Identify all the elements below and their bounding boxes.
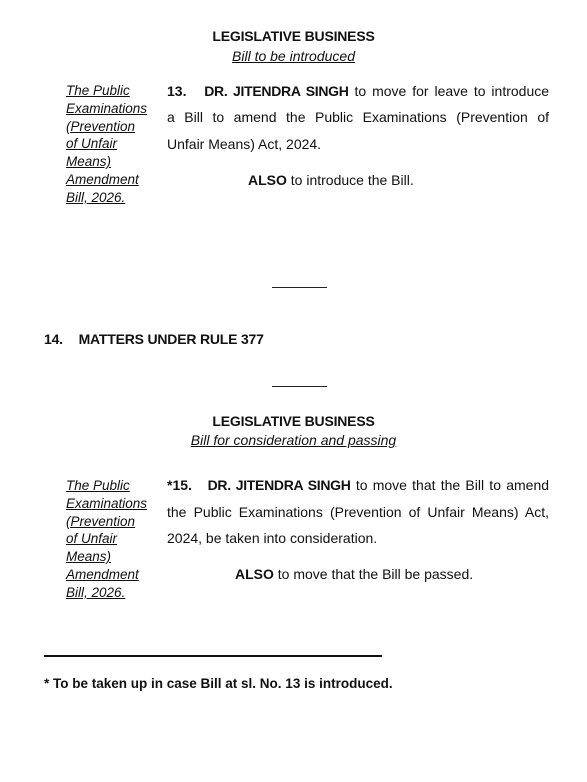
side-note-line: The Public bbox=[66, 478, 130, 493]
section-heading-1: LEGISLATIVE BUSINESS bbox=[212, 28, 375, 44]
side-note-line: (Prevention bbox=[66, 513, 136, 529]
side-note-line: Examinations bbox=[66, 100, 148, 116]
side-note-line: (Prevention bbox=[66, 118, 136, 134]
also-clause-15 bbox=[235, 566, 473, 582]
also-label: ALSO bbox=[235, 566, 274, 582]
section-subheading-2: Bill for consideration and passing bbox=[190, 432, 397, 448]
item-text: to move that the Bill to amend bbox=[355, 477, 550, 493]
also-text: to move that the Bill be passed. bbox=[277, 566, 474, 582]
item-13-line-1 bbox=[167, 78, 549, 105]
item-15-line-1 bbox=[167, 472, 549, 499]
item-number: *15. bbox=[167, 477, 192, 493]
side-note-line: of Unfair bbox=[66, 136, 118, 152]
item-text: to move for leave to introduce bbox=[354, 83, 550, 99]
side-note-line: The Public bbox=[66, 83, 130, 98]
matters-title: MATTERS UNDER RULE 377 bbox=[78, 331, 264, 347]
side-note-1 bbox=[66, 82, 162, 207]
item-13-line-2: a Bill to amend the Public Examinations (Prevention of bbox=[167, 109, 549, 125]
item-13-line-3: Unfair Means) Act, 2024. bbox=[167, 136, 322, 152]
side-note-line: Bill, 2026. bbox=[66, 189, 126, 205]
matters-item-14 bbox=[44, 331, 264, 347]
member-name: DR. JITENDRA SINGH bbox=[204, 83, 349, 99]
item-number: 14. bbox=[44, 331, 63, 347]
side-note-line: Amendment bbox=[66, 171, 139, 187]
footnote: * To be taken up in case Bill at sl. No. 13 is introduced. bbox=[44, 676, 393, 691]
member-name: DR. JITENDRA SINGH bbox=[207, 477, 351, 493]
side-note-line: Means) bbox=[66, 549, 112, 565]
side-note-line: Bill, 2026. bbox=[66, 584, 126, 600]
also-text: to introduce the Bill. bbox=[290, 172, 414, 188]
side-note-line: Means) bbox=[66, 154, 112, 170]
footnote-divider bbox=[44, 655, 382, 657]
also-label: ALSO bbox=[248, 172, 287, 188]
item-number: 13. bbox=[167, 83, 187, 99]
side-note-2 bbox=[66, 477, 162, 602]
divider bbox=[272, 287, 327, 288]
side-note-line: of Unfair bbox=[66, 531, 118, 547]
side-note-line: Examinations bbox=[66, 495, 148, 511]
section-heading-2: LEGISLATIVE BUSINESS bbox=[212, 413, 375, 429]
section-subheading-1: Bill to be introduced bbox=[232, 48, 355, 64]
also-clause-13 bbox=[248, 172, 414, 188]
item-15-line-3: 2024, be taken into consideration. bbox=[167, 530, 378, 546]
item-15-line-2: the Public Examinations (Prevention of Unfair Means) Act, bbox=[167, 504, 549, 520]
side-note-line: Amendment bbox=[66, 566, 139, 582]
divider bbox=[272, 386, 327, 387]
